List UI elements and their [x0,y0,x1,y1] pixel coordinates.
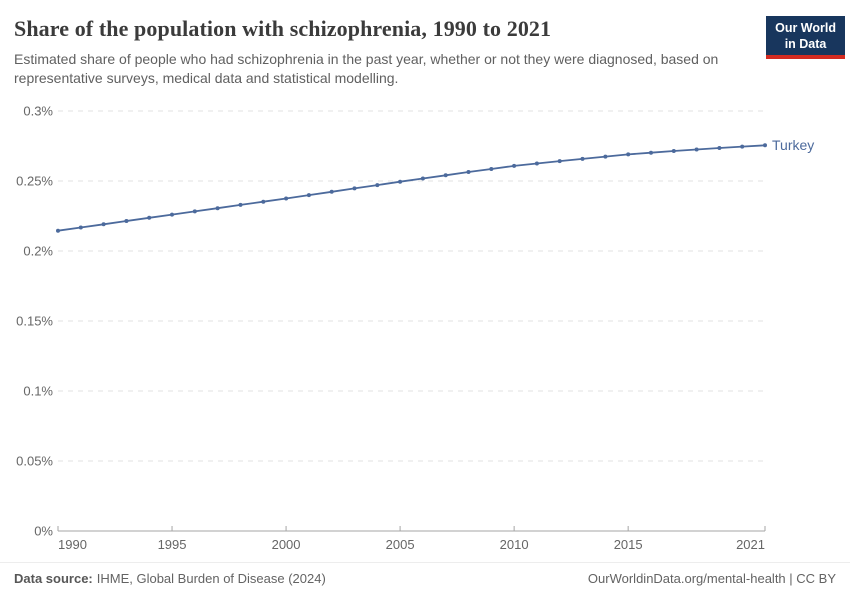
y-axis-tick-label: 0.05% [16,453,53,469]
chart-subtitle: Estimated share of people who had schizophrenia in the past year, whether or not they were diagnosed, based on representative surveys, medical data and statistical modelling. [14,50,719,86]
data-point[interactable] [102,222,106,226]
data-point[interactable] [717,146,721,150]
data-point[interactable] [558,159,562,163]
data-point[interactable] [467,170,471,174]
data-point[interactable] [649,151,653,155]
data-point[interactable] [307,193,311,197]
data-point[interactable] [763,143,767,147]
data-point[interactable] [239,203,243,207]
owid-logo-line1: Our World [775,21,836,35]
chart-title: Share of the population with schizophrenia, 1990 to 2021 [14,16,552,41]
x-axis-tick-label: 1990 [58,537,87,552]
data-point[interactable] [444,173,448,177]
x-axis-tick-label: 2000 [271,537,301,552]
x-axis-tick-label: 2015 [613,537,643,552]
data-point[interactable] [330,190,334,194]
x-axis-tick-label: 2010 [499,537,529,552]
data-point[interactable] [170,213,174,217]
y-axis-tick-label: 0.25% [16,173,53,189]
data-point[interactable] [398,180,402,184]
data-point[interactable] [421,177,425,181]
x-axis-tick-label: 2005 [385,537,415,552]
data-point[interactable] [535,162,539,166]
data-source-label: Data source: [14,571,93,586]
x-axis-tick-label: 2021 [736,537,765,552]
data-point[interactable] [147,216,151,220]
data-point[interactable] [672,149,676,153]
data-point[interactable] [695,148,699,152]
y-axis-tick-label: 0.2% [23,243,53,259]
y-axis-tick-label: 0% [34,523,53,539]
y-axis-tick-label: 0.3% [23,103,53,119]
owid-license-link[interactable]: OurWorldinData.org/mental-health | CC BY [587,571,836,586]
x-axis-tick-label: 1995 [157,537,187,552]
data-point[interactable] [261,200,265,204]
data-point[interactable] [56,229,60,233]
owid-logo-line2: in Data [784,37,827,51]
data-point[interactable] [375,183,379,187]
data-source-text: IHME, Global Burden of Disease (2024) [96,571,326,586]
data-point[interactable] [193,209,197,213]
data-point[interactable] [626,152,630,156]
y-axis-tick-label: 0.1% [23,383,53,399]
data-point[interactable] [124,219,128,223]
data-point[interactable] [512,164,516,168]
chart-footer [0,562,850,600]
data-point[interactable] [581,157,585,161]
series-line-turkey[interactable] [58,145,765,230]
data-point[interactable] [489,167,493,171]
data-point[interactable] [353,186,357,190]
data-point[interactable] [284,197,288,201]
y-axis-tick-label: 0.15% [16,313,53,329]
data-point[interactable] [216,206,220,210]
series-end-label: Turkey [772,136,815,153]
data-point[interactable] [740,145,744,149]
data-point[interactable] [603,155,607,159]
data-source [14,571,326,600]
data-point[interactable] [79,226,83,230]
